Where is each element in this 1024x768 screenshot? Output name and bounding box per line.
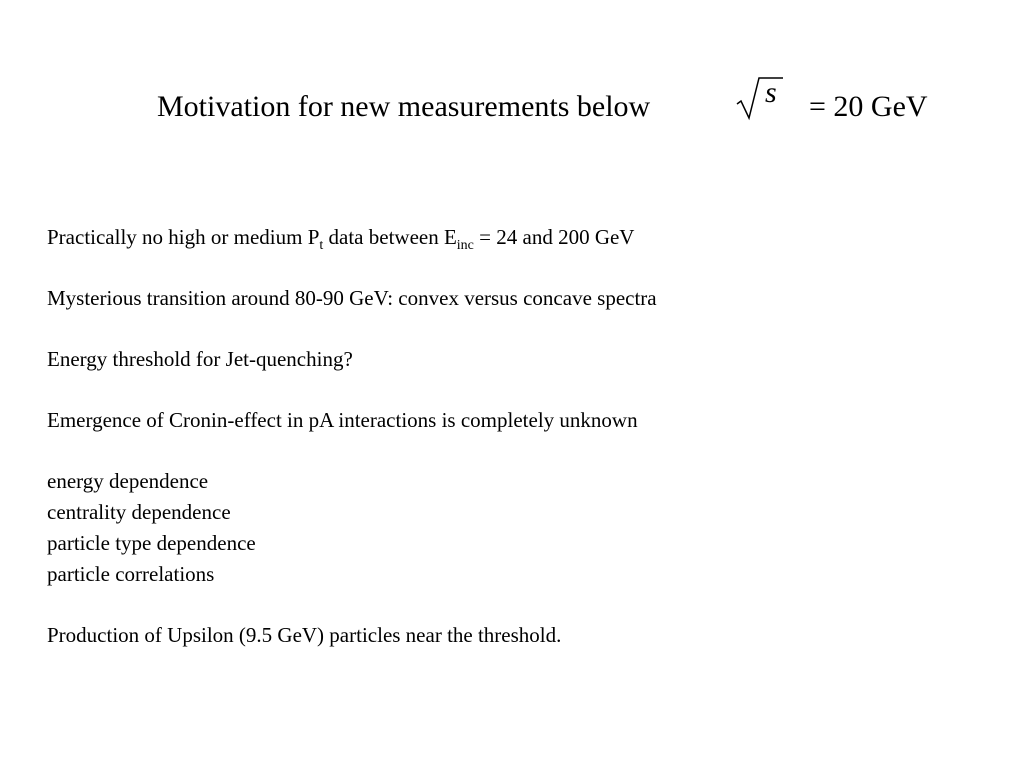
square-root-symbol <box>735 76 785 126</box>
line-pt-data <box>47 222 634 253</box>
subscript-t: t <box>319 238 324 253</box>
line-centrality-dependence: centrality dependence <box>47 500 231 524</box>
line-upsilon: Production of Upsilon (9.5 GeV) particles near the threshold. <box>47 623 562 647</box>
line-pt-data-text-b: data between E <box>323 225 457 249</box>
line-particle-type-dependence: particle type dependence <box>47 531 256 555</box>
line-pt-data-text-a: Practically no high or medium P <box>47 225 320 249</box>
line-jet-quenching: Energy threshold for Jet-quenching? <box>47 347 353 371</box>
line-particle-correlations: particle correlations <box>47 562 215 586</box>
line-transition: Mysterious transition around 80-90 GeV: convex versus concave spectra <box>47 286 657 310</box>
line-pt-data-text-c: = 24 and 200 GeV <box>473 225 635 249</box>
title-value: = 20 GeV <box>809 90 928 123</box>
subscript-inc: inc <box>456 238 474 253</box>
radical-sign-icon <box>735 76 785 126</box>
line-cronin-effect: Emergence of Cronin-effect in pA interactions is completely unknown <box>47 408 638 432</box>
title-text: Motivation for new measurements below <box>157 90 651 123</box>
sqrt-argument: s <box>765 76 777 109</box>
line-energy-dependence: energy dependence <box>47 469 209 493</box>
